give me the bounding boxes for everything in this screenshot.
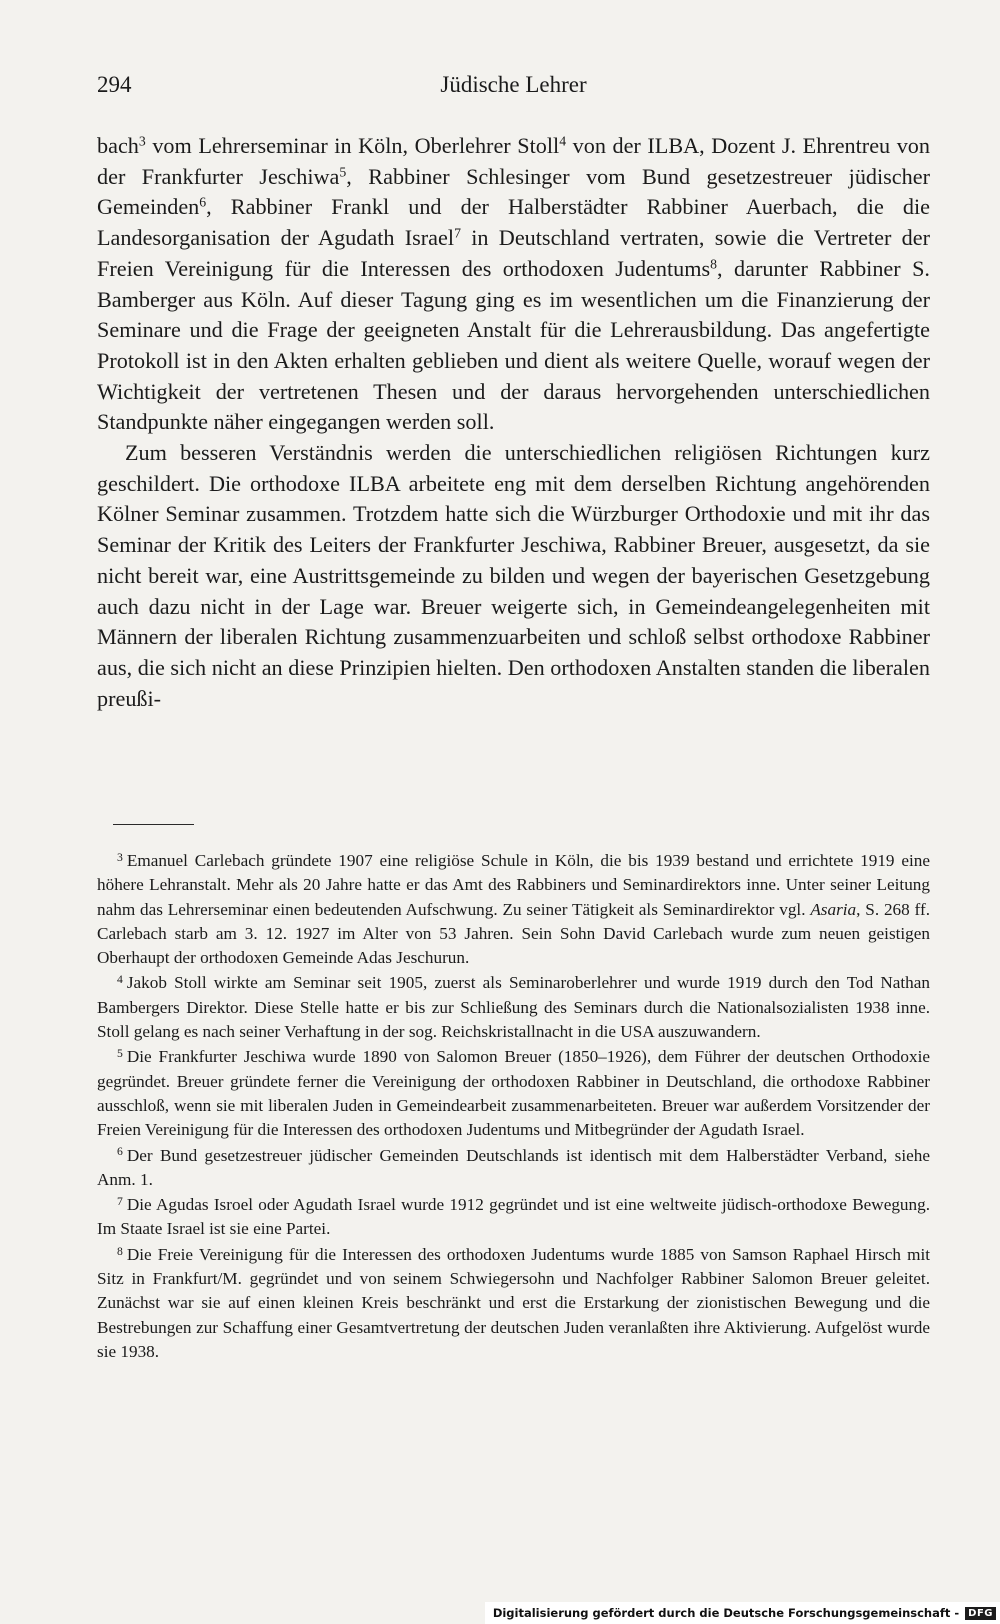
footnote-ref: 5 <box>339 164 347 180</box>
text-run: von der ILBA, Dozent J. Ehrentreu von der Frankfurter Jeschiwa <box>97 133 930 189</box>
footnote-number: 4 <box>117 973 123 987</box>
footnote-text: Der Bund gesetzestreuer jüdischer Gemeinden Deutschlands ist identisch mit dem Halberstädter Verband, siehe Anm. 1. <box>97 1145 930 1189</box>
running-title: Jüdische Lehrer <box>440 72 587 97</box>
paragraph <box>97 131 930 438</box>
text-run: bach <box>97 133 139 158</box>
footnote-ref: 8 <box>710 256 718 272</box>
main-text <box>97 131 930 714</box>
footnote-number: 5 <box>117 1047 123 1061</box>
footnote-number: 6 <box>117 1145 123 1159</box>
dfg-logo: DFG <box>965 1607 996 1620</box>
footnote-number: 8 <box>117 1244 123 1258</box>
footnote-text: Die Agudas Isroel oder Agudath Israel wurde 1912 gegründet und ist eine weltweite jüdisch-orthodoxe Bewegung. Im Staate Israel ist sie eine Partei. <box>97 1195 930 1239</box>
footnotes <box>97 849 930 1365</box>
text-run: , Rabbiner Frankl und der Halberstädter Rabbiner Auerbach, die die Landesorganisation der Agudath Israel <box>97 194 930 251</box>
text-run: , darunter Rabbiner S. Bamberger aus Köln. Auf dieser Tagung ging es im wesentlichen um die Finanzierung der Seminare und die Frage der geeigneten Anstalt für die Lehrerausbildung. Das angefertigte Protokoll ist in den Akten erhalten geblieben und dient als weitere Quelle, worauf wegen der Wichtigkeit der vertretenen Thesen und der daraus hervorgehenden unterschiedlichen Standpunkte näher eingegangen werden soll. <box>97 255 930 435</box>
footnote-number: 7 <box>117 1194 123 1208</box>
text-run: , Rabbiner Schlesinger vom Bund gesetzestreuer jüdischer Gemeinden <box>97 163 930 220</box>
cited-work: Asaria <box>810 899 857 919</box>
footnote-text: Die Freie Vereinigung für die Interessen des orthodoxen Judentums wurde 1885 von Samson Raphael Hirsch mit Sitz in Frankfurt/M. gegründet und von seinem Schwiegersohn und Nachfolger Rabbiner Salomon Breuer geleitet. Zunächst war sie auf einen kleinen Kreis beschränkt und erst die Erstarkung der zionistischen Bewegung und die Bestrebungen zur Schaffung einer Gesamtvertretung der deutschen Juden veranlaßten ihre Aktivierung. Aufgelöst wurde sie 1938. <box>97 1244 930 1361</box>
footnote-ref: 6 <box>199 194 207 210</box>
footnote-text <box>97 851 930 967</box>
footnote-ref: 7 <box>454 225 461 241</box>
paragraph: Zum besseren Verständnis werden die unterschiedlichen religiösen Richtungen kurz geschildert. Die orthodoxe ILBA arbeitete eng mit dem derselben Richtung angehörenden Kölner Seminar zusammen. Trotzdem hatte sich die Würzburger Orthodoxie und mit ihr das Seminar der Kritik des Leiters der Frankfurter Jeschiwa, Rabbiner Breuer, ausgesetzt, da sie nicht bereit war, eine Austrittsgemeinde zu bilden und wegen der bayerischen Gesetzgebung auch dazu nicht in der Lage war. Breuer weigerte sich, in Gemeindeangelegenheiten mit Männern der liberalen Richtung zusammenzuarbeiten und schloß selbst orthodoxe Rabbiner aus, die sich nicht an diese Prinzipien hielten. Den orthodoxen Anstalten standen die liberalen preußi- <box>97 440 930 711</box>
text-run: Emanuel Carlebach gründete 1907 eine religiöse Schule in Köln, die bis 1939 bestand und errichtete 1919 eine höhere Lehranstalt. Mehr als 20 Jahre hatte er das Amt des Rabbiners und Seminardirektors inne. Unter seiner Leitung nahm das Lehrerseminar einen bedeutenden Aufschwung. Zu seiner Tätigkeit als Seminardirektor vgl. <box>97 851 930 919</box>
text-run: , S. 268 ff. Carlebach starb am 3. 12. 1927 im Alter von 53 Jahren. Sein Sohn David Carlebach wurde zum neuen geistigen Oberhaupt der orthodoxen Gemeinde Adas Jeschurun. <box>97 899 930 968</box>
footnote <box>97 1144 930 1193</box>
footnote-number: 3 <box>117 850 123 864</box>
page-number: 294 <box>97 72 132 97</box>
footnote-text: Jakob Stoll wirkte am Seminar seit 1905, zuerst als Seminaroberlehrer und wurde 1919 durch den Tod Nathan Bambergers Direktor. Diese Stelle hatte er bis zur Schließung des Seminars durch die Nationalsozialisten 1938 inne. Stoll gelang es nach seiner Verhaftung in der sog. Reichskristallnacht in die USA auszuwandern. <box>97 973 930 1042</box>
text-run: in Deutschland vertraten, sowie die Vertreter der Freien Vereinigung für die Interessen des orthodoxen Judentums <box>97 225 931 281</box>
digitization-text: Digitalisierung gefördert durch die Deutsche Forschungsgemeinschaft - <box>492 1606 960 1620</box>
digitization-credit <box>485 1602 1000 1624</box>
footnote <box>97 971 930 1044</box>
running-head <box>97 72 930 106</box>
footnote <box>97 849 930 970</box>
footnote <box>97 1045 930 1142</box>
footnote-ref: 3 <box>138 133 146 149</box>
footnote-text: Die Frankfurter Jeschiwa wurde 1890 von Salomon Breuer (1850–1926), dem Führer der deutschen Orthodoxie gegründet. Breuer gründete ferner die Vereinigung der orthodoxen Rabbiner in Deutschland, die orthodoxe Rabbiner ausschloß, wenn sie mit liberalen Juden in Gemeindearbeit zusammenarbeiteten. Breuer war außerdem Vorsitzender der Freien Vereinigung für die Interessen des orthodoxen Judentums und Mitbegründer der Agudath Israel. <box>97 1047 930 1140</box>
footnote <box>97 1193 930 1242</box>
text-run: vom Lehrerseminar in Köln, Oberlehrer Stoll <box>145 133 560 158</box>
footnote-ref: 4 <box>559 133 567 149</box>
footnote-divider <box>113 824 194 825</box>
footnote <box>97 1243 930 1364</box>
